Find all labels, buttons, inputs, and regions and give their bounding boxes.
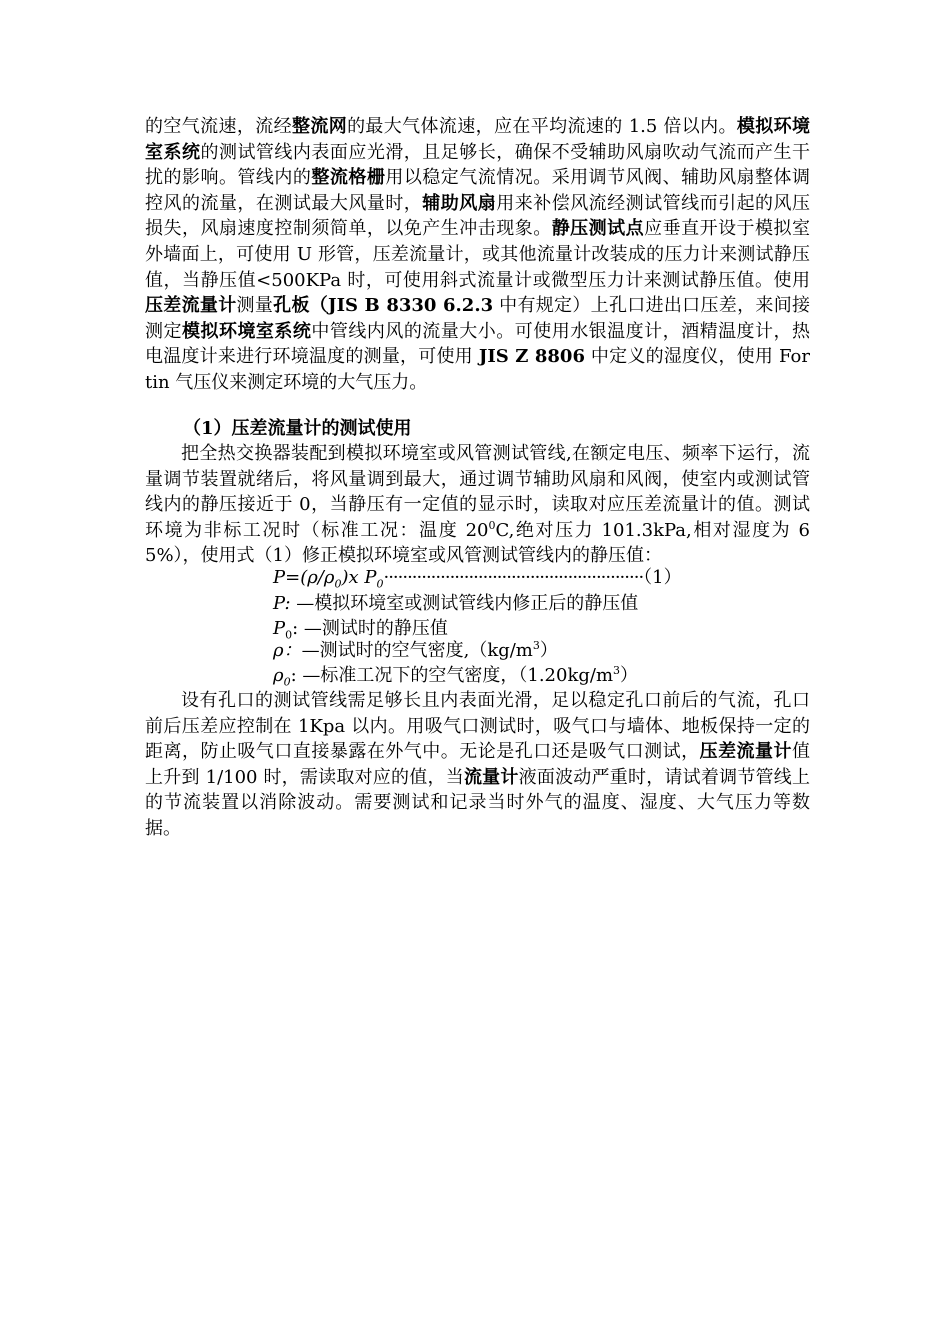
definition-rho0-symbol: ρ	[273, 665, 284, 686]
paragraph-test-procedure	[145, 441, 810, 569]
text-run: 中管线内风的流量大小。可使用水银温度计，酒精温度计，热电温度计来进行环境温度的测量，可使用	[145, 320, 811, 368]
text-run: 中有规定）上孔口进出口压差，来间接测定	[145, 295, 811, 342]
degree-superscript: 0	[488, 518, 496, 532]
bold-term: 孔板（JIS B 8330 6.2.3	[273, 295, 494, 317]
bold-term: 整流网	[291, 116, 348, 137]
bold-term: 辅助风扇	[422, 192, 497, 214]
text-run: 的最大气体流速，应在平均流速的 1.5 倍以内。	[347, 116, 737, 137]
bold-term: 压差流量计	[699, 741, 793, 763]
bold-term: 模拟环境室系统	[145, 116, 810, 163]
formula-leader-dots: ·······················································	[383, 567, 644, 588]
definition-rho0-sub: 0	[283, 675, 291, 689]
text-run: 用以稳定气流情况。采用调节风阀、辅助风扇整体调控风的流量，在测试最大风量时，	[145, 167, 811, 214]
definition-p0-text: : —测试时的静压值	[292, 618, 448, 639]
text-run: 中定义的湿度仪，使用 Fortin 气压仪来测定环境的大气压力。	[145, 346, 810, 393]
bold-term: 整流格栅	[311, 167, 386, 189]
text-run: 液面波动严重时，请试着调节管线上的节流装置以消除波动。需要测试和记录当时外气的温度、湿度、大气压力等数据。	[145, 766, 811, 839]
definition-rho-sup: 3	[532, 639, 540, 652]
section-heading: （1）压差流量计的测试使用	[183, 418, 412, 439]
definition-rho0-text: : —标准工况下的空气密度，（1.20kg/m	[290, 665, 614, 686]
formula-number: （1）	[643, 567, 682, 588]
definition-rho-text: —测试时的空气密度,（kg/m	[301, 640, 533, 661]
procedure-text-a: 把全热交换器装配到模拟环境室或风管测试管线,在额定电压、频率下运行，流量调节装置就绪后，将风量调到最大，通过调节辅助风扇和风阀，使室内或测试管线内的静压接近于 0，当静压有一定值的显示时，读取对应压差流量计的值。测试环境为非标工况时（标准工况：温度 20	[145, 443, 810, 541]
definition-p-text: —模拟环境室或测试管线内修正后的静压值	[290, 593, 639, 614]
text-run: 测量	[236, 295, 274, 317]
definition-rho0-sup: 3	[613, 664, 621, 677]
paragraph-intro	[145, 114, 810, 396]
definition-rho0	[273, 663, 638, 689]
definition-rho-symbol: ρ：	[273, 640, 302, 661]
bold-term: 流量计	[463, 766, 519, 788]
text-run: 用来补偿风流经测试管线而引起的风压损失，风扇速度控制须简单，以免产生冲击现象。	[145, 192, 811, 240]
definition-rho0-end: ）	[620, 665, 639, 686]
definition-p0-sub: 0	[285, 628, 293, 642]
definition-p0-symbol: P	[273, 618, 286, 639]
formula-lhs: P=(ρ/ρ	[273, 567, 335, 588]
definition-p-symbol: P:	[273, 593, 291, 614]
procedure-text-b: C,绝对压力 101.3kPa,相对湿度为 65%），使用式（1）修正模拟环境室或风管测试管线内的静压值：	[145, 519, 810, 567]
formula-mid: )x P	[341, 567, 377, 588]
text-run: 的测试管线内表面应光滑，且足够长，确保不受辅助风扇吹动气流而产生干扰的影响。管线内的	[145, 141, 811, 189]
text-run: 应垂直开设于模拟室外墙面上，可使用 U 形管，压差流量计，或其他流量计改装成的压力计来测试静压值，当静压值<500KPa 时，可使用斜式流量计或微型压力计来测试静压值。使用	[145, 218, 811, 291]
definition-p	[273, 591, 638, 617]
text-run: 值上升到 1/100 时，需读取对应的值，当	[145, 741, 811, 788]
bold-term: 模拟环境室系统	[181, 320, 312, 342]
text-run: 设有孔口的测试管线需足够长且内表面光滑，足以稳定孔口前后的气流，孔口前后压差应控制在 1Kpa 以内。用吸气口测试时，吸气口与墙体、地板保持一定的距离，防止吸气口直接暴露在外气中。无论是孔口还是吸气口测试，	[145, 690, 810, 763]
bold-term: 静压测试点	[551, 218, 645, 240]
definition-rho-end: ）	[539, 640, 558, 661]
definition-rho	[273, 638, 558, 664]
formula-line	[273, 565, 682, 591]
text-run: 的空气流速，流经	[145, 116, 292, 137]
bold-term: 压差流量计	[145, 295, 237, 317]
bold-term: JIS Z 8806	[478, 346, 585, 368]
paragraph-orifice-notes	[145, 688, 810, 842]
formula-sub-p0: 0	[376, 577, 384, 591]
formula-sub-rho0: 0	[334, 577, 342, 591]
